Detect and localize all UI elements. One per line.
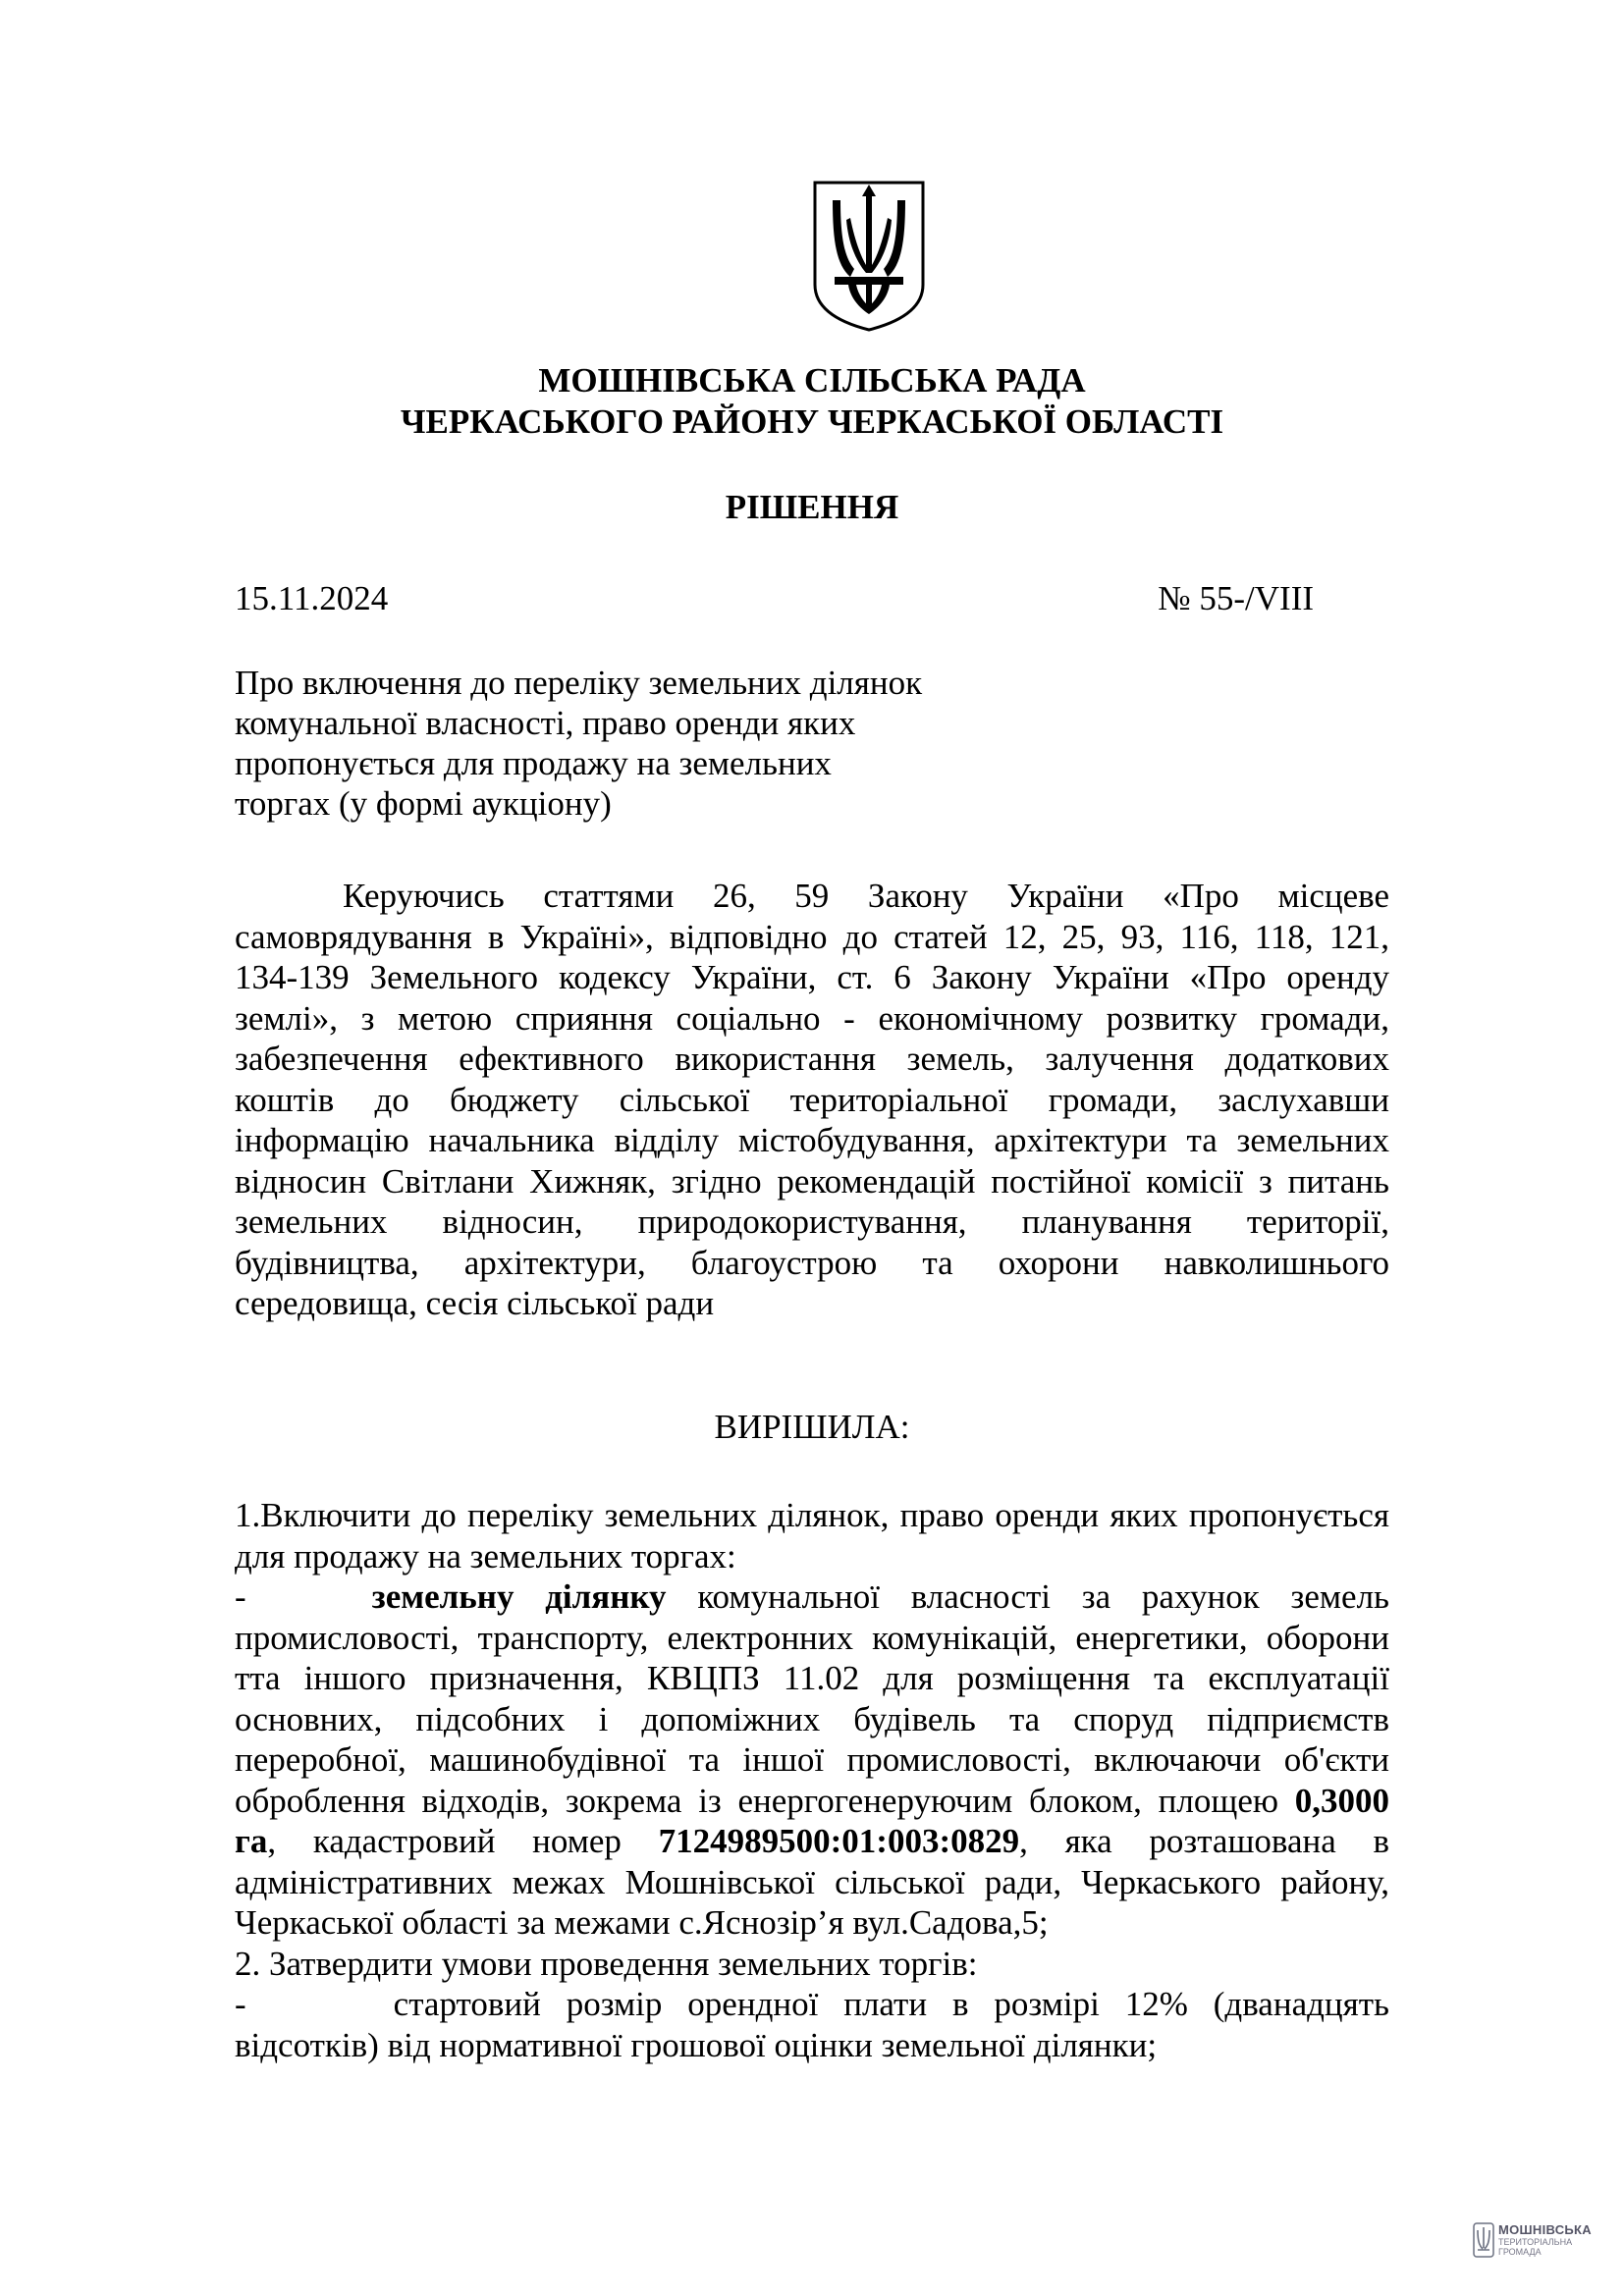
dash-marker: - (235, 1577, 246, 1616)
cadastral-prefix: , кадастровий номер (267, 1822, 622, 1860)
document-number: № 55-/VIII (1158, 579, 1314, 617)
watermark-logo (1473, 2220, 1591, 2266)
item-1-area-line (235, 1781, 1389, 1822)
watermark-sub2: ГРОМАДА (1498, 2247, 1542, 2257)
item-1-line: основних, підсобних і допоміжних будівель та споруд підприємств (235, 1699, 1389, 1738)
item-2-text: стартовий розмір орендної плати в розмірі 12% (дванадцять (393, 1985, 1389, 2023)
preamble-line: інформацію начальника відділу містобудування, архітектури та земельних (235, 1121, 1389, 1159)
land-plot-label: земельну ділянку (371, 1577, 667, 1616)
watermark-sub1: ТЕРИТОРІАЛЬНА (1498, 2237, 1573, 2247)
dash-marker: - (235, 1985, 246, 2023)
subject-block (235, 663, 1040, 824)
preamble-line: землі», з метою сприяння соціально - економічному розвитку громади, (235, 998, 1389, 1038)
item-1-line: адміністративних межах Мошнівської сільської ради, Черкаського району, (235, 1862, 1389, 1901)
subject-line: торгах (у формі аукціону) (235, 784, 612, 823)
preamble-line: відносин Світлани Хижняк, згідно рекомендацій постійної комісії з питань (235, 1161, 1389, 1201)
preamble-line: середовища, сесія сільської ради (235, 1284, 715, 1322)
preamble-line: коштів до бюджету сільської територіальної громади, заслухавши (235, 1080, 1389, 1119)
document-date: 15.11.2024 (235, 579, 389, 617)
preamble-line: будівництва, архітектури, благоустрою та охорони навколишнього (235, 1243, 1389, 1282)
council-name: МОШНІВСЬКА СІЛЬСЬКА РАДА (538, 361, 1086, 400)
land-plot-ownership: комунальної власності за рахунок земель (697, 1577, 1389, 1616)
resolved-heading: ВИРІШИЛА: (714, 1408, 910, 1446)
item-2-line (235, 1984, 1389, 2025)
item-2-line: відсотків) від нормативної грошової оцінки земельної ділянки; (235, 2025, 1158, 2064)
preamble-line: самоврядування в Україні», відповідно до статей 12, 25, 93, 116, 118, 121, (235, 917, 1389, 956)
item-1-line: переробної, машинобудівної та іншої промисловості, включаючи об'єкти (235, 1740, 1389, 1779)
cadastral-suffix: , яка розташована в (1019, 1822, 1389, 1860)
area-prefix: оброблення відходів, зокрема із енергогенеруючим блоком, площею (235, 1781, 1278, 1820)
item-1-line: 1.Включити до переліку земельних ділянок, право оренди яких пропонується (235, 1496, 1389, 1534)
subject-line: Про включення до переліку земельних ділянок (235, 664, 923, 702)
preamble-line: забезпечення ефективного використання земель, залучення додаткових (235, 1040, 1389, 1078)
area-unit: га (235, 1822, 268, 1860)
item-1-line: Черкаської області за межами с.Яснозір’я вул.Садова,5; (235, 1903, 1049, 1942)
item-1-line: промисловості, транспорту, електронних комунікацій, енергетики, оборони (235, 1618, 1389, 1657)
item-1-land-line (235, 1576, 1389, 1618)
document-type: РІШЕННЯ (725, 488, 899, 526)
item-1-line: для продажу на земельних торгах: (235, 1536, 736, 1575)
item-1-line: тта іншого призначення, КВЦПЗ 11.02 для розміщення та експлуатації (235, 1659, 1389, 1697)
item-2-title: 2. Затвердити умови проведення земельних торгів: (235, 1944, 978, 1983)
watermark-name: МОШНІВСЬКА (1498, 2222, 1592, 2237)
preamble-line: 134-139 Земельного кодексу України, ст. 6 Закону України «Про оренду (235, 958, 1389, 996)
item-1-cadastral-line (235, 1821, 1389, 1862)
preamble-line: Керуючись статтями 26, 59 Закону України «Про місцеве (343, 877, 1389, 915)
cadastral-number: 7124989500:01:003:0829 (658, 1822, 1020, 1860)
subject-line: комунальної власності, право оренди яких (235, 704, 856, 742)
preamble-paragraph (235, 876, 1389, 1324)
preamble-line: земельних відносин, природокористування, планування території, (235, 1202, 1389, 1241)
council-district: ЧЕРКАСЬКОГО РАЙОНУ ЧЕРКАСЬКОЇ ОБЛАСТІ (400, 402, 1224, 441)
area-value: 0,3000 (1294, 1781, 1389, 1820)
subject-line: пропонується для продажу на земельних (235, 744, 832, 782)
trident-icon (1473, 2222, 1494, 2260)
item-1 (235, 1495, 1389, 2065)
watermark-subtitle (1498, 2237, 1572, 2257)
coat-of-arms-icon (811, 179, 927, 334)
